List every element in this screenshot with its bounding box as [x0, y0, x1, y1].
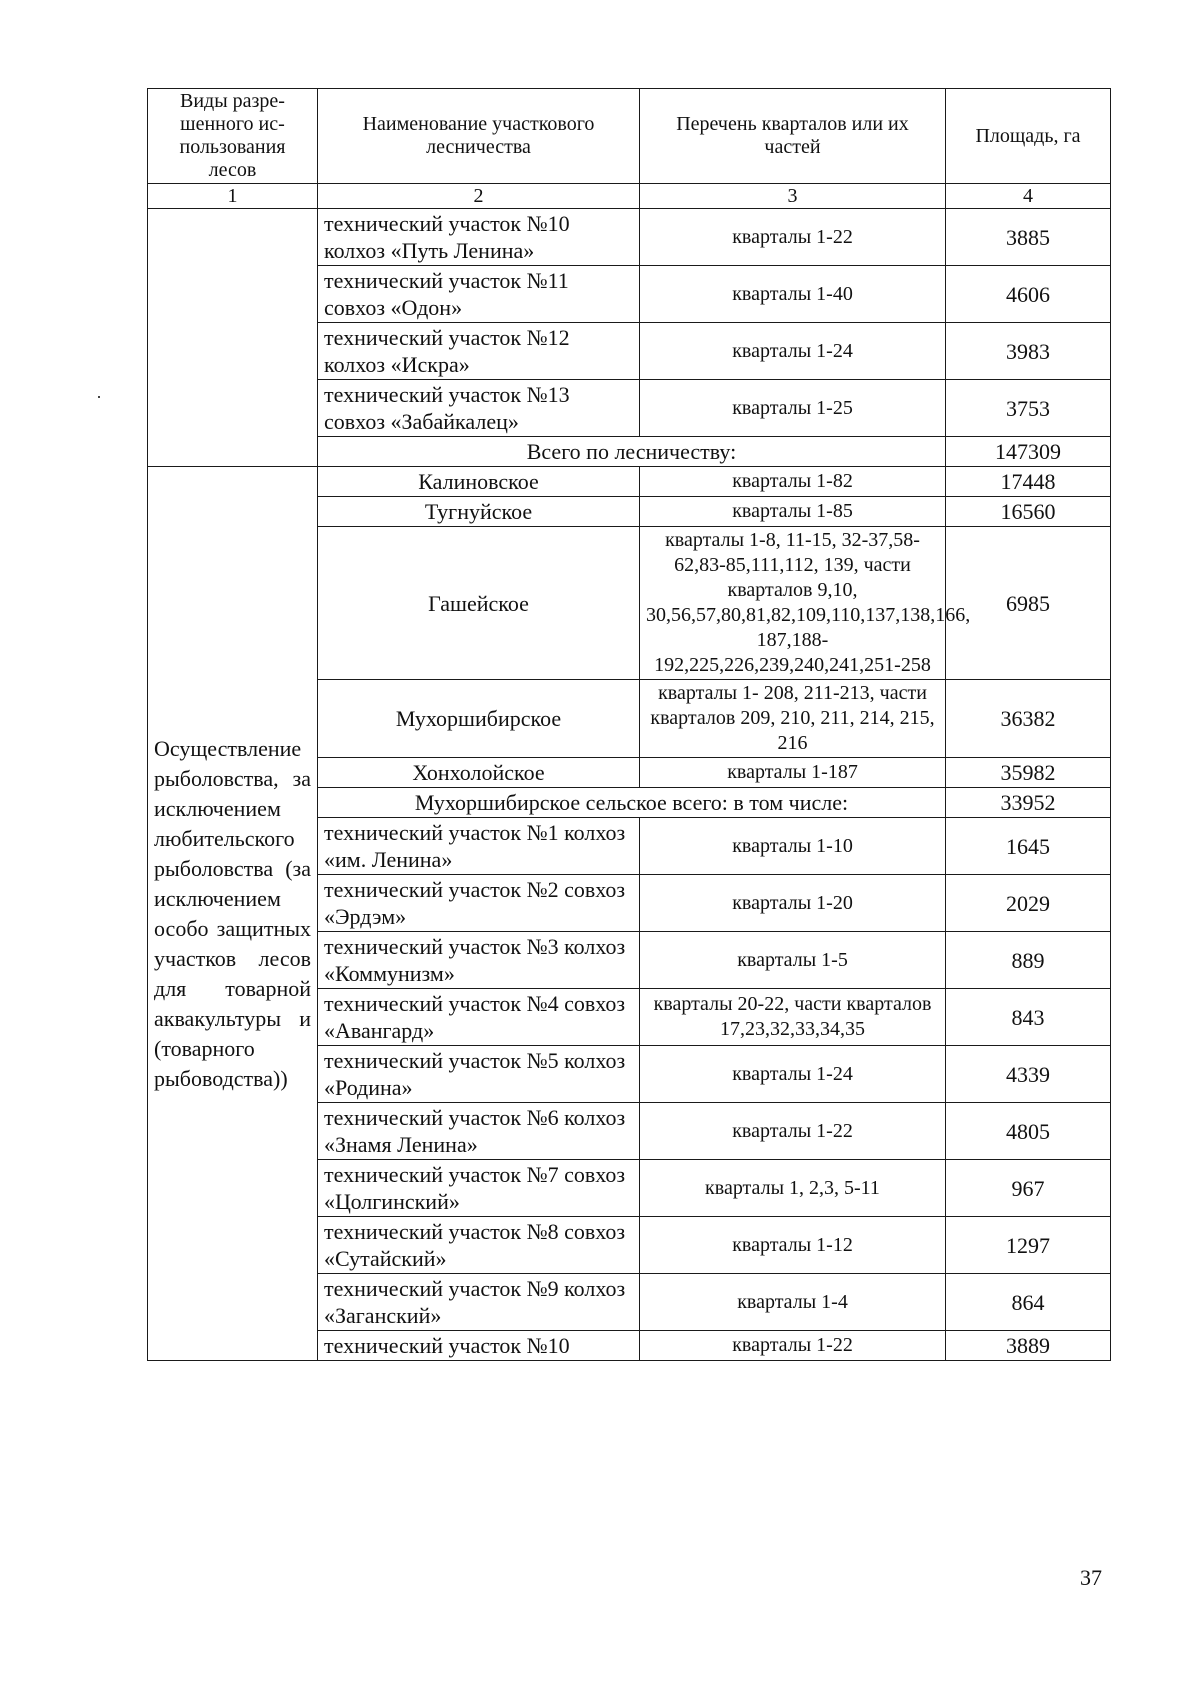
- forestry-name: Гашейское: [318, 527, 640, 680]
- area-value: 4339: [946, 1046, 1111, 1103]
- quarters-list: кварталы 20-22, части кварталов 17,23,32,33,34,35: [640, 989, 946, 1046]
- quarters-list: кварталы 1-25: [640, 380, 946, 437]
- forestry-name: технический участок №9 колхоз «Заганский»: [318, 1274, 640, 1331]
- column-number: 1: [148, 184, 318, 209]
- table-row: [148, 209, 1111, 266]
- area-value: 4606: [946, 266, 1111, 323]
- quarters-list: кварталы 1-5: [640, 932, 946, 989]
- quarters-list: кварталы 1-20: [640, 875, 946, 932]
- quarters-list: кварталы 1-24: [640, 1046, 946, 1103]
- area-value: 1297: [946, 1217, 1111, 1274]
- forestry-name: технический участок №3 колхоз «Коммунизм»: [318, 932, 640, 989]
- quarters-list: кварталы 1-22: [640, 209, 946, 266]
- quarters-list: кварталы 1-4: [640, 1274, 946, 1331]
- quarters-list: кварталы 1-12: [640, 1217, 946, 1274]
- forestry-name: Хонхолойское: [318, 758, 640, 788]
- column-number: 4: [946, 184, 1111, 209]
- area-value: 3983: [946, 323, 1111, 380]
- forestry-name: технический участок №11 совхоз «Одон»: [318, 266, 640, 323]
- quarters-list: кварталы 1-82: [640, 467, 946, 497]
- table-header-row: [148, 89, 1111, 184]
- forestry-name: технический участок №7 совхоз «Цолгинский»: [318, 1160, 640, 1217]
- subtotal-label: Мухоршибирское сельское всего: в том числе:: [318, 788, 946, 818]
- forestry-name: технический участок №1 колхоз «им. Ленина»: [318, 818, 640, 875]
- column-number: 3: [640, 184, 946, 209]
- permitted-use-category: Осуществление рыболовства, за исключением любительского рыболовства (за исключением особо защитных участков лесов для товарной аквакультуры и (товарного рыбоводства)): [148, 467, 318, 1361]
- header-forestry-name: Наименование участкового лесничества: [318, 89, 640, 184]
- forestry-name: технический участок №10 колхоз «Путь Ленина»: [318, 209, 640, 266]
- area-value: 3889: [946, 1331, 1111, 1361]
- forestry-name: Тугнуйское: [318, 497, 640, 527]
- quarters-list: кварталы 1-22: [640, 1331, 946, 1361]
- scan-speck: [98, 396, 100, 398]
- quarters-list: кварталы 1-187: [640, 758, 946, 788]
- forestry-name: технический участок №6 колхоз «Знамя Ленина»: [318, 1103, 640, 1160]
- area-value: 843: [946, 989, 1111, 1046]
- forestry-name: технический участок №12 колхоз «Искра»: [318, 323, 640, 380]
- forest-use-table: [147, 88, 1111, 1361]
- subtotal-area: 33952: [946, 788, 1111, 818]
- area-value: 967: [946, 1160, 1111, 1217]
- quarters-list: кварталы 1, 2,3, 5-11: [640, 1160, 946, 1217]
- quarters-list: кварталы 1-85: [640, 497, 946, 527]
- header-permitted-use: Виды разре-шенного ис-пользования лесов: [148, 89, 318, 184]
- column-number-row: [148, 184, 1111, 209]
- area-value: 889: [946, 932, 1111, 989]
- quarters-list: кварталы 1-8, 11-15, 32-37,58-62,83-85,111,112, 139, части кварталов 9,10, 30,56,57,80,81,82,109,110,137,138,166, 187,188-192,225,226,239,240,241,251-258: [640, 527, 946, 680]
- area-value: 4805: [946, 1103, 1111, 1160]
- forestry-name: технический участок №2 совхоз «Эрдэм»: [318, 875, 640, 932]
- area-value: 36382: [946, 680, 1111, 758]
- quarters-list: кварталы 1-10: [640, 818, 946, 875]
- area-value: 6985: [946, 527, 1111, 680]
- forestry-name: технический участок №10: [318, 1331, 640, 1361]
- area-value: 16560: [946, 497, 1111, 527]
- forestry-name: технический участок №5 колхоз «Родина»: [318, 1046, 640, 1103]
- total-label: Всего по лесничеству:: [318, 437, 946, 467]
- category-cell-empty: [148, 209, 318, 467]
- header-quarters-list: Перечень кварталов или их частей: [640, 89, 946, 184]
- area-value: 35982: [946, 758, 1111, 788]
- area-value: 3885: [946, 209, 1111, 266]
- forestry-name: технический участок №4 совхоз «Авангард»: [318, 989, 640, 1046]
- page-number: 37: [1080, 1565, 1102, 1590]
- table-row: [148, 467, 1111, 497]
- forestry-name: технический участок №8 совхоз «Сутайский»: [318, 1217, 640, 1274]
- forestry-name: технический участок №13 совхоз «Забайкалец»: [318, 380, 640, 437]
- area-value: 1645: [946, 818, 1111, 875]
- quarters-list: кварталы 1-22: [640, 1103, 946, 1160]
- quarters-list: кварталы 1- 208, 211-213, части кварталов 209, 210, 211, 214, 215, 216: [640, 680, 946, 758]
- header-area: Площадь, га: [946, 89, 1111, 184]
- area-value: 864: [946, 1274, 1111, 1331]
- total-area: 147309: [946, 437, 1111, 467]
- area-value: 3753: [946, 380, 1111, 437]
- quarters-list: кварталы 1-24: [640, 323, 946, 380]
- quarters-list: кварталы 1-40: [640, 266, 946, 323]
- forestry-name: Калиновское: [318, 467, 640, 497]
- forestry-name: Мухоршибирское: [318, 680, 640, 758]
- area-value: 17448: [946, 467, 1111, 497]
- column-number: 2: [318, 184, 640, 209]
- area-value: 2029: [946, 875, 1111, 932]
